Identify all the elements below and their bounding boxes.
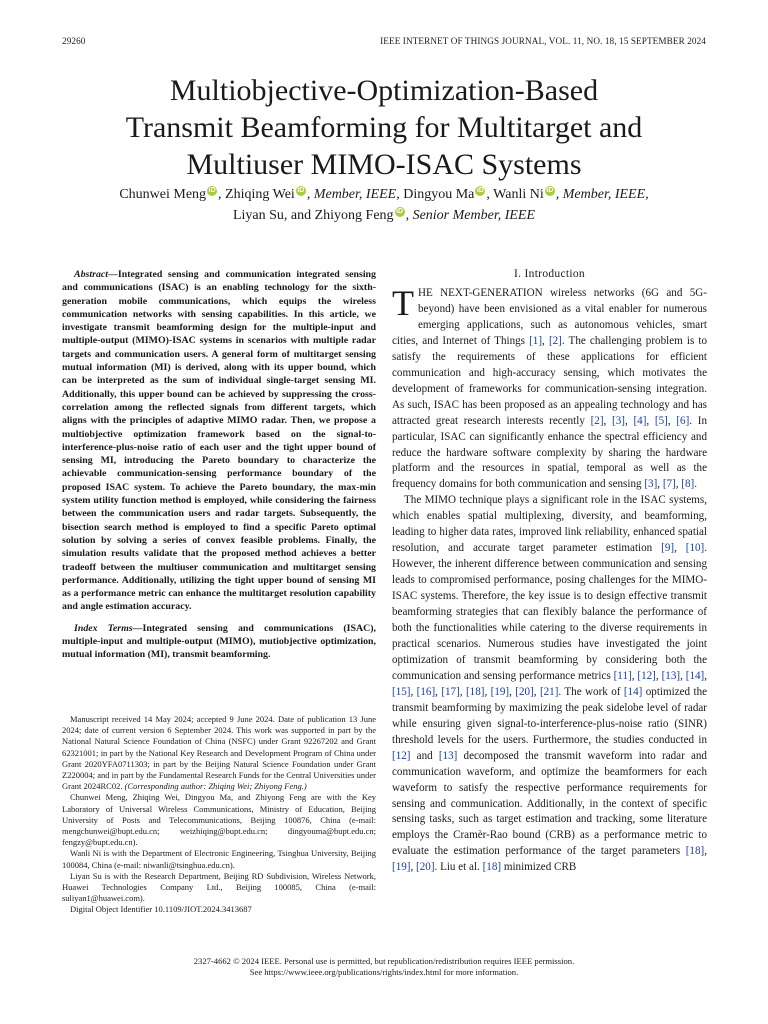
author-role: , Member, IEEE bbox=[306, 187, 397, 202]
citation-link[interactable]: [20] bbox=[515, 685, 534, 698]
page-number: 29260 bbox=[62, 36, 86, 46]
citation-link[interactable]: [5] bbox=[654, 414, 668, 427]
abstract bbox=[62, 268, 376, 614]
text: . Liu et al. bbox=[434, 861, 483, 874]
citation-link[interactable]: [13] bbox=[661, 669, 681, 682]
footnote-affiliation-2: Wanli Ni is with the Department of Electronic Engineering, Tsinghua University, Beijing 100084, China (e-mail: niwanli@tsinghua.edu.cn). bbox=[62, 848, 376, 870]
left-column bbox=[62, 268, 376, 662]
author-role: , Member, IEEE, bbox=[555, 187, 649, 202]
citation-link[interactable]: [1] bbox=[529, 334, 543, 347]
text: optimized the transmit beamforming by maximizing the peak sidelobe level of radar while ensuring given signal-to-interference-plus-noise ratio (SINR) threshold levels for the users. Furthermore, the studies conducted in bbox=[392, 685, 708, 746]
citation-link[interactable]: [6] bbox=[676, 414, 690, 427]
citation-link[interactable]: [8] bbox=[681, 478, 695, 491]
orcid-icon[interactable]: iD bbox=[476, 187, 484, 195]
author-name: , Wanli Ni bbox=[486, 187, 544, 202]
intro-paragraph-2: The MIMO technique plays a significant role in the ISAC systems, which enables spatial multiplexing, diversity, and beamforming, leading to higher data rates, improved link reliability, enhanced spatial resolution, and accurate target parameter estimation [9], [10]. However, the inherent difference between communication and sensing leads to compromised performance, posing challenges for the MIMO-ISAC systems. Therefore, the key issue is to design effective transmit beamforming strategies that can flexibly balance the performance of both the functionalities while catering to the diverse requirements in practical scenarios. Numerous studies have investigated the joint optimization of transmit beamforming by considering both the communication and sensing performance metrics [11], [12], [13], [14], [15], [16], [17], [18], [19], [20], [21]. The work of [14] optimized the transmit beamforming by maximizing the peak sidelobe level of radar while ensuring given signal-to-interference-plus-noise ratio (SINR) threshold levels for the users. Furthermore, the studies conducted in [12] and [13] decomposed the transmit waveform into radar and communication waveform, and optimize the beamformers for each waveform to satisfy the respective performance requirements for sensing and communication. Additionally, in the context of specific sensing tasks, such as target estimation and tracking, some literature employs the Cramèr-Rao bound (CRB) as a performance metric to evaluate the estimation performance of the target parameters [18], [19], [20]. Liu et al. [18] minimized CRB bbox=[392, 494, 708, 874]
index-terms bbox=[62, 622, 376, 662]
footnote-doi: Digital Object Identifier 10.1109/JIOT.2024.3413687 bbox=[70, 904, 252, 915]
author-line-1 bbox=[40, 184, 728, 205]
journal-name: IEEE INTERNET OF THINGS JOURNAL, VOL. 11, NO. 18, 15 SEPTEMBER 2024 bbox=[380, 36, 706, 46]
citation-link[interactable]: [11] bbox=[613, 669, 632, 682]
author-name: Chunwei Meng bbox=[119, 187, 207, 202]
drop-cap: T bbox=[392, 283, 414, 323]
citation-link[interactable]: [20] bbox=[416, 861, 435, 874]
text: The MIMO technique plays a significant role in the ISAC systems, which enables spatial multiplexing, diversity, and beamforming, leading to higher data rates, improved link reliability, enhanced spatial resolution, and accurate target parameter estimation bbox=[392, 494, 707, 555]
citation-link[interactable]: [2] bbox=[548, 334, 562, 347]
citation-link[interactable]: [12] bbox=[392, 749, 411, 762]
citation-link[interactable]: [12] bbox=[637, 669, 656, 682]
index-terms-label: Index Terms— bbox=[74, 622, 143, 634]
citation-link[interactable]: [7] bbox=[662, 478, 676, 491]
citation-link[interactable]: [16] bbox=[416, 685, 436, 698]
citation-link[interactable]: [9] bbox=[661, 542, 675, 555]
citation-link[interactable]: [14] bbox=[685, 669, 705, 682]
author-line-2 bbox=[40, 205, 728, 226]
section-heading: I. Introduction bbox=[514, 268, 585, 280]
citation-link[interactable]: [13] bbox=[438, 749, 458, 762]
footnote-affiliation-1: Chunwei Meng, Zhiqing Wei, Dingyou Ma, and Zhiyong Feng are with the Key Laboratory of Universal Wireless Communications, Ministry of Education, Beijing University of Posts and Telecommunications, Beijing 100876, China (e-mail: mengchunwei@bupt.edu.cn; weizhiqing@bupt.edu.cn; dingyouma@bupt.edu.cn; fengzy@bupt.edu.cn). bbox=[62, 792, 376, 848]
text: minimized CRB bbox=[501, 861, 577, 874]
copyright-line: 2327-4662 © 2024 IEEE. Personal use is permitted, but republication/redistribution requires IEEE permission. bbox=[193, 956, 575, 966]
orcid-icon[interactable]: iD bbox=[297, 187, 305, 195]
author-name: Liyan Su, and Zhiyong Feng bbox=[232, 208, 394, 223]
corresponding-author: (Corresponding author: Zhiqing Wei; Zhiyong Feng.) bbox=[124, 781, 307, 792]
text: decomposed the transmit waveform into radar and communication waveform, and optimize the beamformers for each waveform to satisfy the respective performance requirements for sensing and communication. Additionally, in the context of specific sensing tasks, such as target estimation and tracking, some literature employs the Cramèr-Rao bound (CRB) as a performance metric to evaluate the estimation performance of the target parameters bbox=[392, 749, 707, 858]
orcid-icon[interactable]: iD bbox=[208, 187, 216, 195]
citation-link[interactable]: [15] bbox=[392, 685, 411, 698]
title-line-1: Multiobjective-Optimization-Based bbox=[169, 74, 599, 107]
citation-link[interactable]: [3] bbox=[644, 478, 658, 491]
title-line-2: Transmit Beamforming for Multitarget and bbox=[125, 111, 643, 144]
title-line-3: Multiuser MIMO-ISAC Systems bbox=[186, 148, 582, 181]
citation-link[interactable]: [19] bbox=[490, 685, 510, 698]
citation-link[interactable]: [18] bbox=[482, 861, 502, 874]
orcid-icon[interactable]: iD bbox=[396, 208, 404, 216]
author-name: , Zhiqing Wei bbox=[218, 187, 295, 202]
citation-link[interactable]: [21] bbox=[539, 685, 559, 698]
rights-link[interactable]: See https://www.ieee.org/publications/rights/index.html for more information. bbox=[249, 967, 519, 977]
footnote-affiliation-3: Liyan Su is with the Research Department, Beijing RD Subdivision, Wireless Network, Huawei Technologies Company Ltd., Beijing 100085, China (e-mail: suliyan1@huawei.com). bbox=[62, 870, 376, 904]
text: . In particular, ISAC can significantly enhance the spectral efficiency and reduce the hardware software complexity by sharing the hardware platform and the resources in spatial, temporal as well as the frequency domains for both communication and sensing bbox=[392, 414, 708, 491]
index-terms-text: Integrated sensing and communications (ISAC), multiple-input and multiple-output (MIMO), mutiobjective optimization, mutual information (MI), transmit beamforming. bbox=[62, 622, 377, 661]
citation-link[interactable]: [14] bbox=[623, 685, 643, 698]
intro-paragraph-1: THE NEXT-GENERATION wireless networks (6G and 5G-beyond) have been envisioned as a vital enabler for numerous emerging applications, such as autonomous vehicles, smart cities, and Internet of Things [1], [2]. The challenging problem is to satisfy the requirements of these applications for efficient communication and high-accuracy sensing, which motivates the development of frameworks for communication-sensing integration. As such, ISAC has been proposed as an appealing technology and has attracted great research interests recently [2], [3], [4], [5], [6]. In particular, ISAC can significantly enhance the spectral efficiency and reduce the hardware software complexity by sharing the hardware platform and the resources in spatial, temporal as well as the frequency domains for both communication and sensing [3], [7], [8]. bbox=[392, 283, 708, 491]
citation-link[interactable]: [4] bbox=[633, 414, 647, 427]
citation-link[interactable]: [3] bbox=[612, 414, 625, 427]
citation-link[interactable]: [18] bbox=[465, 685, 485, 698]
citation-link[interactable]: [2] bbox=[590, 414, 604, 427]
footnote-manuscript bbox=[62, 714, 376, 792]
abstract-label: Abstract— bbox=[74, 269, 118, 280]
text: . However, the inherent difference between communication and sensing leads to compromised performance, posing challenges for the MIMO-ISAC systems. Therefore, the key issue is to design effective transmit beamforming strategies that can flexibly balance the performance of both the functionalities while catering to the diverse requirements in practical scenarios. Numerous studies have investigated the joint optimization of transmit beamforming by considering both the communication and sensing performance metrics bbox=[392, 542, 708, 682]
citation-link[interactable]: [10] bbox=[685, 542, 705, 555]
footnote-text: Manuscript received 14 May 2024; accepted 9 June 2024. Date of publication 13 June 2024; date of current version 6 September 2024. This work was supported in part by the National Natural Science Foundation of China (NSFC) under Grant 92267202 and Grant 62321001; in part by the National Key Research and Development Program of China under Grant 2020YFA0711303; in part by the Beijing Natural Science Foundation under Grant Z220004; and in part by the Fundamental Research Funds for the Central Universities under Grant 2024RC02. bbox=[62, 714, 376, 792]
text: . The work of bbox=[558, 685, 624, 698]
paper-title bbox=[40, 72, 728, 183]
citation-link[interactable]: [18] bbox=[685, 845, 705, 858]
text: . The challenging problem is to satisfy the requirements of these applications for efficient communication and high-accuracy sensing, which motivates the development of frameworks for communication-sensing integration. As such, ISAC has been proposed as an appealing technology and has attracted great research interests recently bbox=[392, 334, 707, 427]
citation-link[interactable]: [19] bbox=[392, 861, 411, 874]
footnotes bbox=[62, 714, 376, 916]
abstract-text: Integrated sensing and communication integrated sensing and communications (ISAC) is an enabling technology for the sixth-generation mobile communications, which equips the wireless communication networks with sensing capabilities. In this article, we investigate transmit beamforming design for the multiple-input and multiple-output (MIMO)-ISAC systems in scenarios with multiple radar targets and communication users. A general form of multitarget sensing mutual information (MI) is derived, along with its upper bound, which can be interpreted as the sum of individual single-target sensing MI. Additionally, this upper bound can be achieved by suppressing the cross-correlation among the reflected signals from different targets, which aligns with the principles of adaptive MIMO radar. Then, we propose a multiobjective optimization framework based on the signal-to-interference-plus-noise ratio of each user and the tight upper bound of sensing MI, introducing the Pareto boundary to characterize the achievable communication-sensing performance boundary of the proposed ISAC system. To achieve the Pareto boundary, the max-min system utility function method is employed, while considering the fairness between the communication users and radar targets. Subsequently, the bisection search method is employed to find a specific Pareto optimal solution by solving a series of convex feasible problems. Finally, the simulation results validate that the proposed method achieves a better tradeoff between the multiuser communication and multitarget sensing performance. Additionally, utilizing the tight upper bound of sensing MI as a performance metric can enhance the multitarget resolution capability and angle estimation accuracy. bbox=[62, 269, 376, 613]
copyright-footer bbox=[40, 956, 728, 978]
author-name: , Dingyou Ma bbox=[396, 187, 475, 202]
right-column bbox=[392, 268, 707, 876]
orcid-icon[interactable]: iD bbox=[546, 187, 554, 195]
text: HE NEXT-GENERATION wireless networks (6G and 5G-beyond) have been envisioned as a vital enabler for numerous emerging applications, such as autonomous vehicles, smart cities, and Internet of Things bbox=[392, 287, 707, 347]
author-role: , Senior Member, IEEE bbox=[405, 208, 536, 223]
text: and bbox=[410, 749, 439, 762]
author-list bbox=[40, 184, 728, 226]
citation-link[interactable]: [17] bbox=[441, 685, 460, 698]
